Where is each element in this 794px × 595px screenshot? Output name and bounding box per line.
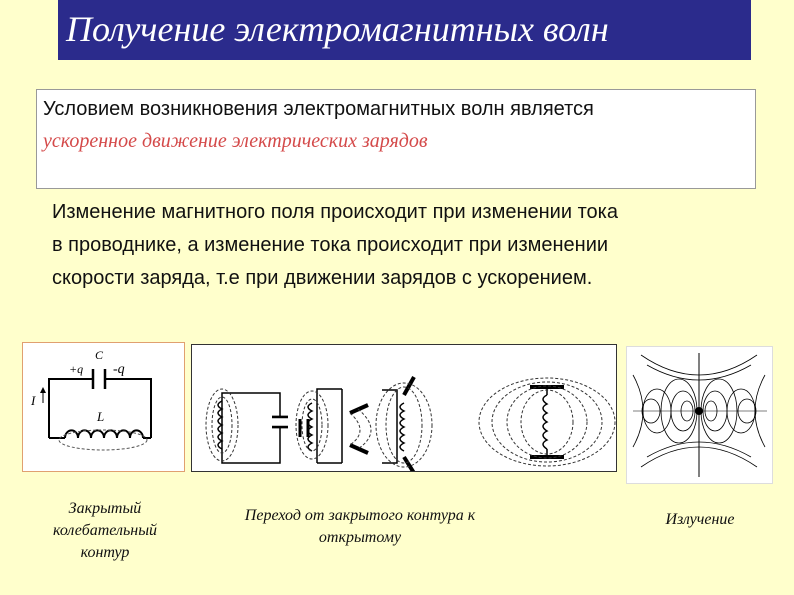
- stage-3-circuit: [350, 377, 432, 471]
- condition-line-2: ускоренное движение электрических зарядов: [43, 130, 428, 152]
- capacitor-label: C: [95, 348, 104, 362]
- current-label: I: [31, 393, 36, 408]
- caption-transition: [200, 505, 520, 549]
- caption-line: Закрытый: [68, 500, 142, 517]
- stage-1-circuit: [206, 389, 288, 463]
- minus-charge-label: -q: [113, 362, 125, 377]
- radiation-panel: [626, 346, 773, 484]
- body-line: в проводнике, а изменение тока происходит при изменении: [52, 234, 609, 256]
- title-bar: [58, 0, 751, 60]
- plus-charge-label: +q: [69, 362, 84, 376]
- caption-line: открытому: [318, 529, 402, 546]
- transition-panel: [191, 344, 617, 472]
- caption-radiation: [640, 509, 760, 531]
- inductor-label: L: [97, 409, 105, 424]
- stage-2-circuit: [296, 389, 342, 463]
- closed-circuit-panel: [22, 342, 185, 472]
- body-line: Изменение магнитного поля происходит при изменении тока: [52, 201, 618, 223]
- caption-line: Переход от закрытого контура к: [244, 507, 476, 524]
- stage-4-open-antenna: [479, 378, 615, 466]
- page-title: Получение электромагнитных волн: [66, 9, 609, 49]
- caption-line: Излучение: [665, 511, 735, 528]
- caption-closed-circuit: [30, 498, 180, 564]
- caption-line: колебательный: [52, 522, 158, 539]
- transition-diagram: [192, 345, 616, 471]
- caption-line: контур: [80, 544, 130, 561]
- body-line: скорости заряда, т.е при движении зарядов с ускорением.: [52, 267, 593, 289]
- condition-box: [36, 89, 756, 189]
- radiation-diagram: [627, 347, 772, 483]
- closed-circuit-diagram: [23, 343, 184, 471]
- body-paragraph: [52, 196, 772, 295]
- condition-line-1: Условием возникновения электромагнитных волн является: [43, 98, 594, 120]
